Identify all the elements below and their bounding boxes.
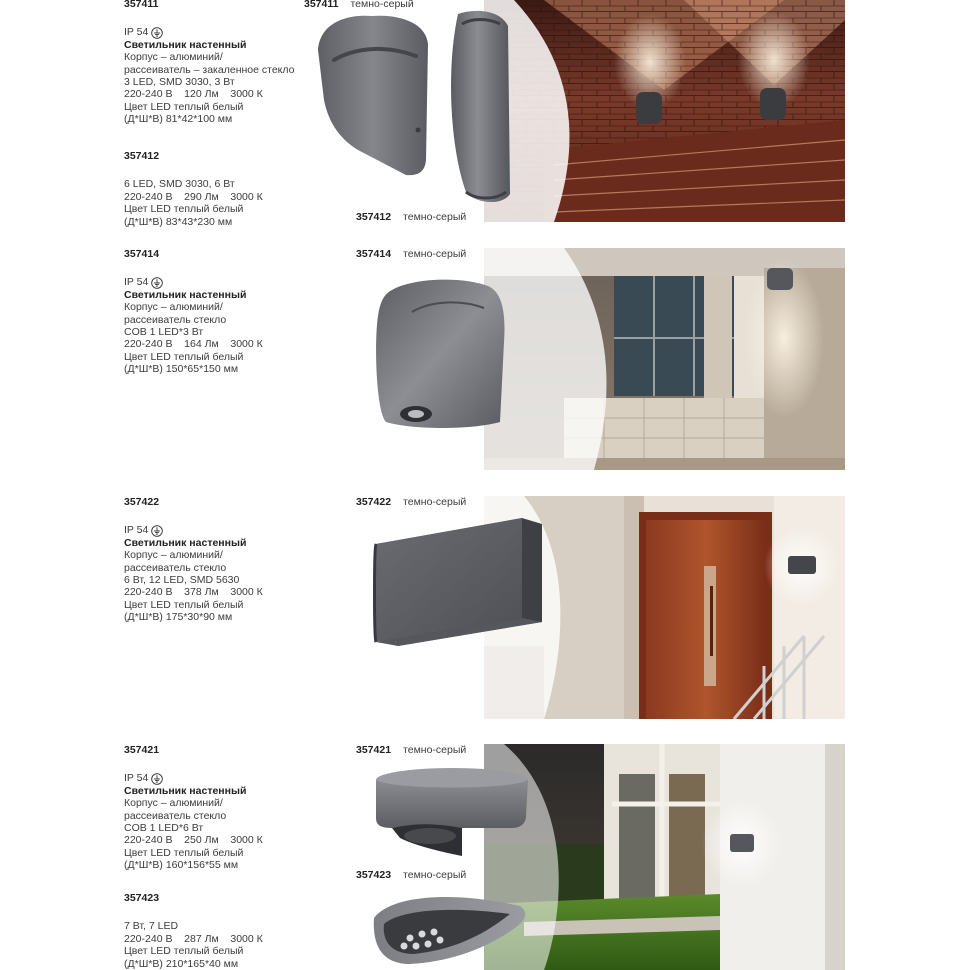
- variant-label-357422: 357422 темно-серый: [356, 496, 467, 508]
- power-specs: 220-240 В 290 Лм 3000 К: [124, 190, 263, 203]
- dimensions: (Д*Ш*В) 150*65*150 мм: [124, 363, 239, 376]
- lamp-357422-image: [372, 514, 548, 648]
- product-title: Светильник настенный: [124, 784, 247, 797]
- ground-icon: [151, 277, 163, 289]
- ip-rating: IP 54: [124, 276, 344, 288]
- led-color: Цвет LED теплый белый: [124, 846, 244, 859]
- ground-icon: [151, 27, 163, 39]
- product-title: Светильник настенный: [124, 536, 247, 549]
- ground-icon: [151, 773, 163, 785]
- dimensions: (Д*Ш*В) 210*165*40 мм: [124, 957, 239, 970]
- desc-line: рассеиватель стекло: [124, 561, 227, 574]
- desc-line: рассеиватель – закаленное стекло: [124, 63, 295, 76]
- power-specs: 220-240 В 378 Лм 3000 К: [124, 586, 263, 599]
- led-color: Цвет LED теплый белый: [124, 350, 244, 363]
- desc-line: рассеиватель стекло: [124, 313, 227, 326]
- photo-house-lawn: [484, 744, 845, 970]
- dimensions: (Д*Ш*В) 175*30*90 мм: [124, 611, 233, 624]
- lamp-357414-image: [372, 272, 510, 432]
- ip-rating: IP 54: [124, 524, 344, 536]
- dimensions: (Д*Ш*В) 81*42*100 мм: [124, 113, 233, 126]
- dimensions: (Д*Ш*В) 83*43*230 мм: [124, 215, 233, 228]
- variant-label-357421: 357421 темно-серый: [356, 744, 467, 756]
- power-specs: 220-240 В 120 Лм 3000 К: [124, 88, 263, 101]
- spec-block-357422: [124, 496, 344, 624]
- product-code: 357414: [124, 248, 160, 260]
- led-color: Цвет LED теплый белый: [124, 100, 244, 113]
- led-color: Цвет LED теплый белый: [124, 945, 244, 958]
- photo-porch-columns: [484, 248, 845, 470]
- spec-block-357414: [124, 248, 344, 376]
- desc-line: COB 1 LED*6 Вт: [124, 822, 204, 835]
- dimensions: (Д*Ш*В) 160*156*55 мм: [124, 859, 239, 872]
- desc-line: Корпус – алюминий/: [124, 549, 223, 562]
- ground-icon: [151, 525, 163, 537]
- desc-line: COB 1 LED*3 Вт: [124, 326, 204, 339]
- desc-line: 3 LED, SMD 3030, 3 Вт: [124, 76, 235, 89]
- desc-line: 7 Вт, 7 LED: [124, 920, 179, 933]
- variant-label-357411: 357411 темно-серый: [304, 0, 414, 10]
- led-color: Цвет LED теплый белый: [124, 203, 244, 216]
- power-specs: 220-240 В 250 Лм 3000 К: [124, 834, 263, 847]
- desc-line: 6 LED, SMD 3030, 6 Вт: [124, 178, 235, 191]
- variant-label-357414: 357414 темно-серый: [356, 248, 467, 260]
- ip-rating: IP 54: [124, 26, 344, 38]
- desc-line: рассеиватель стекло: [124, 809, 227, 822]
- lamp-357423-image: [370, 888, 528, 970]
- spec-block-357421: [124, 744, 344, 872]
- product-code: 357411: [124, 0, 159, 10]
- variant-label-357423: 357423 темно-серый: [356, 869, 467, 881]
- spec-block-357423: [124, 892, 344, 970]
- lamp-357412-image: [436, 8, 514, 208]
- desc-line: Корпус – алюминий/: [124, 301, 223, 314]
- product-title: Светильник настенный: [124, 38, 247, 51]
- desc-line: Корпус – алюминий/: [124, 51, 223, 64]
- product-code: 357412: [124, 150, 160, 162]
- variant-label-357412: 357412 темно-серый: [356, 211, 467, 223]
- power-specs: 220-240 В 164 Лм 3000 К: [124, 338, 263, 351]
- product-code: 357421: [124, 744, 160, 756]
- product-code: 357422: [124, 496, 160, 508]
- lamp-357411-image: [308, 10, 436, 180]
- photo-brick-wall-night: [484, 0, 845, 222]
- product-code: 357423: [124, 892, 160, 904]
- product-title: Светильник настенный: [124, 288, 247, 301]
- led-color: Цвет LED теплый белый: [124, 598, 244, 611]
- power-specs: 220-240 В 287 Лм 3000 К: [124, 932, 263, 945]
- lamp-357421-image: [372, 766, 528, 864]
- desc-line: 6 Вт, 12 LED, SMD 5630: [124, 574, 240, 587]
- ip-rating: IP 54: [124, 772, 344, 784]
- desc-line: Корпус – алюминий/: [124, 797, 223, 810]
